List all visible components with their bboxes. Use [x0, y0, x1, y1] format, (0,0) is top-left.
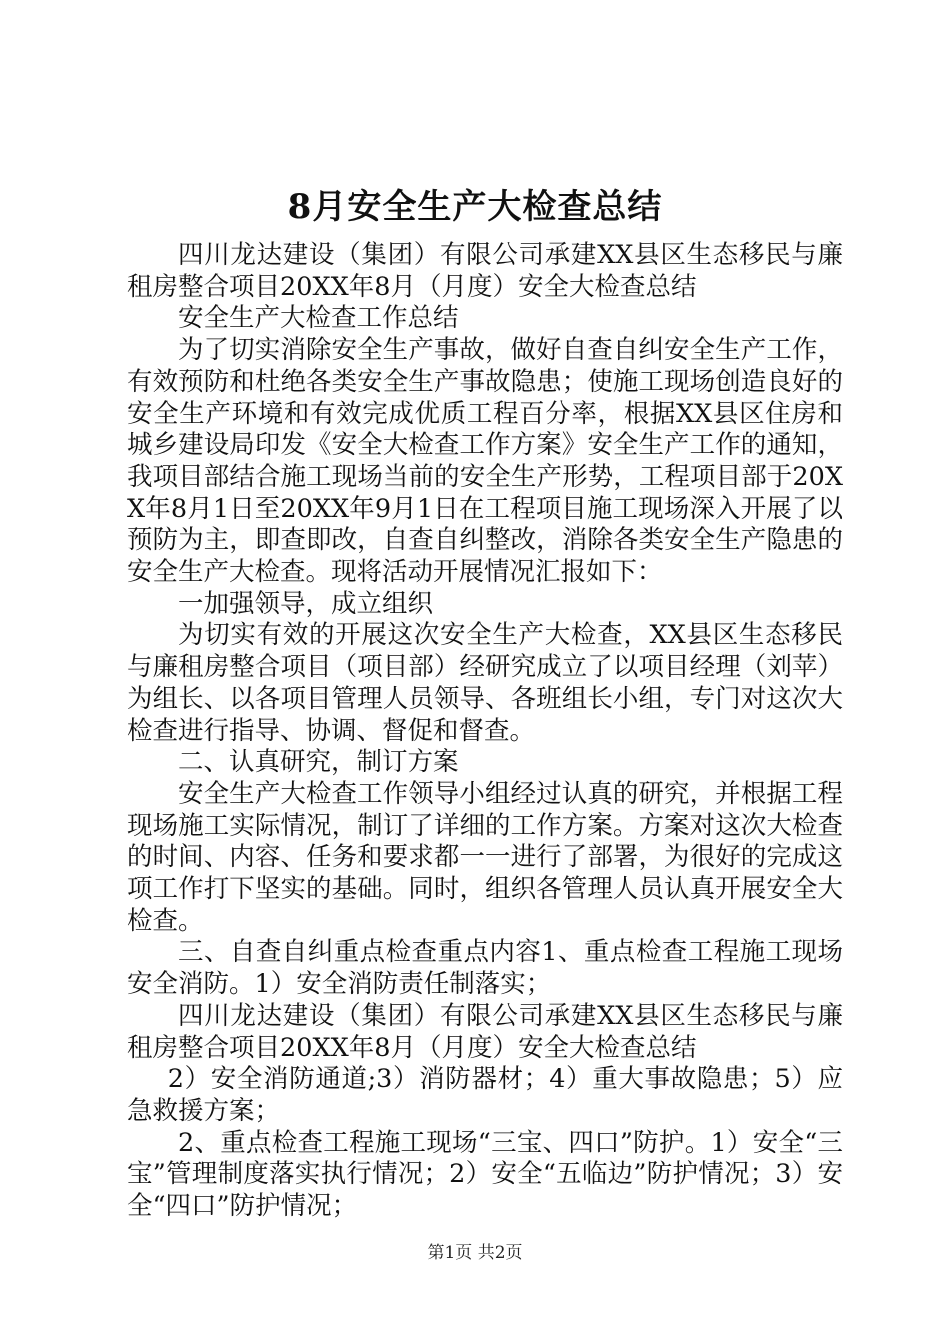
paragraph-purpose: 为了切实消除安全生产事故，做好自查自纠安全生产工作，有效预防和杜绝各类安全生产事故隐患；使施工现场创造良好的安全生产环境和有效完成优质工程百分率，根据XX县区住房和城乡建设局印发《安全大检查工作方案》安全生产工作的通知，我项目部结合施工现场当前的安全生产形势，工程项目部于20XX年8月1日至20XX年9月1日在工程项目施工现场深入开展了以预防为主，即查即改，自查自纠整改，消除各类安全生产隐患的安全生产大检查。现将活动开展情况汇报如下：	[127, 335, 843, 588]
paragraph-repeat-intro: 四川龙达建设（集团）有限公司承建XX县区生态移民与廉租房整合项目20XX年8月（月度）安全大检查总结	[127, 1000, 843, 1063]
paragraph-fire-items: 2）安全消防通道;3）消防器材；4）重大事故隐患；5）应急救援方案；	[127, 1064, 843, 1126]
paragraph-section-2: 安全生产大检查工作领导小组经过认真的研究，并根据工程现场施工实际情况，制订了详细的工作方案。方案对这次大检查的时间、内容、任务和要求都一一进行了部署，为很好的完成这项工作打下坚实的基础。同时，组织各管理人员认真开展安全大检查。	[127, 778, 843, 936]
paragraph-subtitle: 安全生产大检查工作总结	[178, 303, 459, 334]
paragraph-protection: 2、重点检查工程施工现场“三宝、四口”防护。1）安全“三宝”管理制度落实执行情况；2）安全“五临边”防护情况；3）安全“四口”防护情况；	[127, 1127, 843, 1222]
paragraph-section-1: 为切实有效的开展这次安全生产大检查，XX县区生态移民与廉租房整合项目（项目部）经研究成立了以项目经理（刘苹）为组长、以各项目管理人员领导、各班组长小组，专门对这次大检查进行指导、协调、督促和督查。	[127, 620, 843, 746]
paragraph-intro: 四川龙达建设（集团）有限公司承建XX县区生态移民与廉租房整合项目20XX年8月（月度）安全大检查总结	[127, 240, 843, 302]
heading-section-2: 二、认真研究，制订方案	[178, 747, 459, 778]
heading-section-1: 一加强领导，成立组织	[178, 588, 434, 619]
paragraph-section-3: 三、自查自纠重点检查重点内容1、重点检查工程施工现场安全消防。1）安全消防责任制落实；	[127, 937, 843, 1000]
document-body	[127, 240, 843, 1223]
document-title: 8月安全生产大检查总结	[287, 187, 663, 227]
page-number: 第1页 共2页	[427, 1243, 523, 1263]
